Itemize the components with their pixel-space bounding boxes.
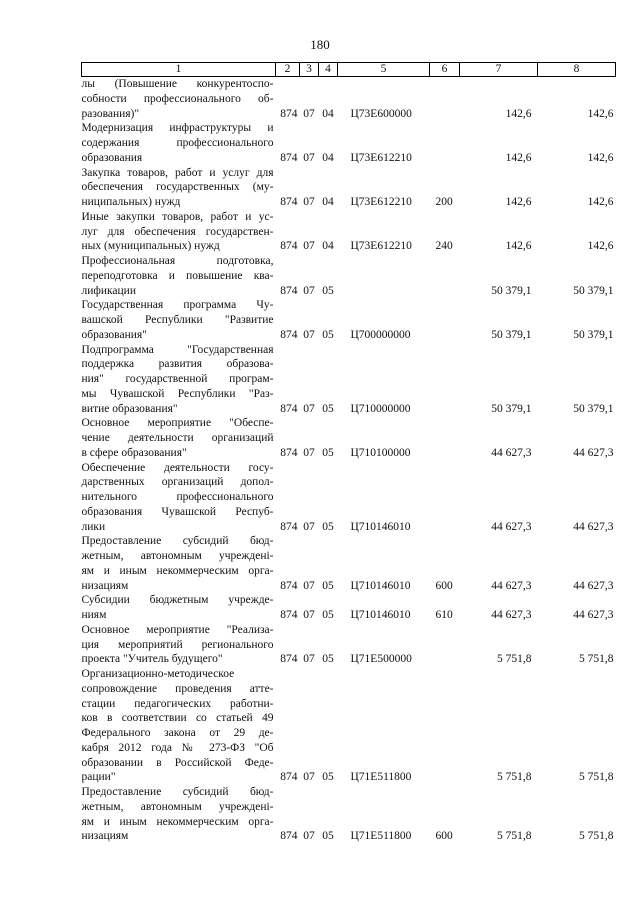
row-name-line: Предоставление субсидий бюд-: [81, 535, 274, 548]
row-subsection: 05: [322, 446, 334, 459]
row-grbs: 874: [280, 196, 298, 208]
row-grbs: 874: [280, 284, 298, 297]
table-row: [82, 416, 616, 460]
row-amount-2: 50 379,1: [573, 402, 614, 415]
row-target-code: Ц73Е612210: [350, 151, 412, 164]
row-amount-2: 44 627,3: [573, 520, 614, 533]
table-row: [82, 534, 616, 593]
row-name-line: Подпрограмма "Государственная: [81, 343, 274, 356]
row-expense-type: [430, 343, 460, 417]
row-expense-type: [430, 77, 460, 122]
row-amount-2: 5 751,8: [579, 830, 614, 843]
row-subsection: 04: [322, 151, 334, 164]
row-subsection: 05: [322, 284, 334, 297]
row-grbs: 874: [280, 771, 298, 784]
row-name: [82, 343, 276, 417]
row-expense-type: 200: [435, 196, 453, 208]
row-amount-1: 44 627,3: [491, 579, 532, 592]
row-amount-1: 5 751,8: [497, 653, 532, 666]
row-name-line: сопровождение проведения атте-: [81, 682, 274, 695]
table-row: [82, 254, 616, 298]
row-target-code: Ц73Е600000: [350, 107, 412, 120]
row-target-code: [338, 254, 430, 298]
row-section: 07: [303, 609, 315, 621]
row-name-line: ных (муниципальных) нужд: [81, 240, 220, 253]
row-name: [82, 785, 276, 844]
row-target-code: Ц710146010: [350, 520, 411, 533]
row-amount-2: 44 627,3: [573, 609, 614, 621]
row-name-line: Субсидии бюджетным учрежде-: [81, 594, 274, 607]
row-section: 07: [303, 446, 315, 459]
row-amount-1: 142,6: [505, 240, 532, 253]
table-row: [82, 667, 616, 785]
header-col-8: 8: [538, 63, 616, 77]
row-subsection: 04: [322, 196, 334, 208]
table-row: [82, 210, 616, 254]
row-name-line: обеспечения государственных (му-: [81, 181, 274, 194]
row-name-line: стации педагогических работни-: [81, 697, 274, 710]
header-col-4: 4: [319, 63, 338, 77]
row-target-code: Ц710100000: [350, 446, 411, 459]
row-name-line: содержания профессионального: [81, 137, 274, 149]
row-name: [82, 461, 276, 535]
row-section: 07: [303, 328, 315, 341]
page-number: 180: [310, 37, 330, 52]
row-name-line: Федерального закона от 29 де-: [81, 727, 274, 739]
row-expense-type: [430, 623, 460, 667]
row-name-line: собности профессионального об-: [81, 92, 274, 105]
row-name-line: чение деятельности организаций: [81, 432, 274, 444]
row-amount-1: 44 627,3: [491, 446, 532, 459]
row-amount-2: 50 379,1: [573, 284, 614, 297]
row-subsection: 05: [322, 609, 334, 621]
row-subsection: 04: [322, 107, 334, 120]
row-section: 07: [303, 402, 315, 415]
row-subsection: 05: [322, 520, 334, 533]
row-name-line: лификации: [81, 284, 136, 297]
row-name: [82, 77, 276, 122]
row-name-line: проекта "Учитель будущего": [81, 653, 223, 666]
row-section: 07: [303, 771, 315, 784]
table-row: [82, 77, 616, 122]
row-name: [82, 667, 276, 785]
row-name: [82, 121, 276, 165]
row-name-line: луг для обеспечения государствен-: [81, 225, 274, 238]
header-col-5: 5: [338, 63, 430, 77]
row-amount-1: 142,6: [505, 151, 532, 164]
header-col-7: 7: [460, 63, 538, 77]
header-row: [82, 63, 616, 77]
row-name-line: образовании в Российской Феде-: [81, 756, 274, 769]
row-section: 07: [303, 151, 315, 164]
row-name-line: образования": [81, 328, 147, 341]
row-name-line: низациям: [81, 830, 129, 843]
row-expense-type: 600: [435, 579, 453, 592]
row-section: 07: [303, 520, 315, 533]
row-target-code: Ц710146010: [350, 579, 411, 592]
row-name: [82, 254, 276, 298]
row-name-line: жетным, автономным учрежденi-: [81, 550, 274, 562]
row-grbs: 874: [280, 520, 298, 533]
row-expense-type: [430, 667, 460, 785]
row-section: 07: [303, 240, 315, 253]
row-subsection: 05: [322, 402, 334, 415]
row-name-line: Основное мероприятие "Реализа-: [81, 623, 274, 636]
row-target-code: Ц700000000: [350, 328, 411, 341]
row-subsection: 05: [322, 328, 334, 341]
row-section: 07: [303, 653, 315, 666]
row-name-line: лики: [81, 520, 106, 533]
header-col-6: 6: [430, 63, 460, 77]
row-expense-type: 610: [435, 609, 453, 621]
row-name: [82, 166, 276, 210]
row-expense-type: [430, 298, 460, 342]
row-target-code: Ц710146010: [350, 609, 411, 621]
row-subsection: 05: [322, 653, 334, 666]
table-body: [82, 77, 616, 845]
row-name-line: Закупка товаров, работ и услуг для: [81, 166, 274, 179]
row-name-line: ям и иным некоммерческим орга-: [81, 564, 274, 577]
row-name: [82, 593, 276, 623]
row-name-line: Обеспечение деятельности госу-: [81, 461, 274, 474]
row-name-line: Организационно-методическое: [81, 668, 235, 680]
table-row: [82, 298, 616, 342]
table-row: [82, 121, 616, 165]
row-amount-2: 44 627,3: [573, 579, 614, 592]
row-name-line: образования Чувашской Респуб-: [81, 505, 274, 518]
row-name-line: жетным, автономным учрежденi-: [81, 800, 274, 813]
row-name-line: лы (Повышение конкурентоспо-: [81, 78, 274, 90]
table-row: [82, 461, 616, 535]
row-grbs: 874: [280, 151, 298, 164]
row-grbs: 874: [280, 107, 298, 120]
row-expense-type: [430, 254, 460, 298]
row-grbs: 874: [280, 830, 298, 843]
row-target-code: Ц73Е612210: [350, 240, 412, 253]
row-name: [82, 534, 276, 593]
row-grbs: 874: [280, 402, 298, 415]
header-col-3: 3: [300, 63, 319, 77]
row-name-line: кабря 2012 года № 273-ФЗ "Об: [81, 741, 274, 754]
row-grbs: 874: [280, 240, 298, 253]
row-amount-2: 5 751,8: [579, 653, 614, 666]
row-grbs: 874: [280, 653, 298, 666]
row-expense-type: 240: [435, 240, 453, 253]
row-section: 07: [303, 830, 315, 843]
row-section: 07: [303, 196, 315, 208]
row-name-line: витие образования": [81, 402, 178, 415]
row-grbs: 874: [280, 609, 298, 621]
row-name-line: вашской Республики "Развитие: [81, 314, 274, 326]
row-name-line: ниям: [81, 609, 107, 621]
row-name-line: Основное мероприятие "Обеспе-: [81, 417, 274, 430]
table-header: [82, 63, 616, 77]
row-amount-2: 142,6: [587, 151, 614, 164]
header-col-2: 2: [276, 63, 300, 77]
row-amount-1: 50 379,1: [491, 284, 532, 297]
row-name-line: ков в соответствии со статьей 49: [81, 712, 274, 725]
row-expense-type: [430, 416, 460, 460]
row-subsection: 05: [322, 830, 334, 843]
row-amount-2: 142,6: [587, 196, 614, 208]
row-section: 07: [303, 284, 315, 297]
row-amount-2: 142,6: [587, 240, 614, 253]
row-name-line: переподготовка и повышение ква-: [81, 269, 274, 282]
row-name-line: дарственных организаций допол-: [81, 476, 274, 489]
row-name: [82, 298, 276, 342]
header-col-1: 1: [82, 63, 276, 77]
row-name-line: ям и иным некоммерческим орга-: [81, 815, 274, 828]
row-amount-1: 142,6: [505, 196, 532, 208]
row-name-line: Предоставление субсидий бюд-: [81, 786, 274, 798]
row-name: [82, 416, 276, 460]
row-target-code: Ц71Е500000: [350, 653, 412, 666]
row-expense-type: [430, 121, 460, 165]
row-grbs: 874: [280, 579, 298, 592]
row-name-line: Иные закупки товаров, работ и ус-: [81, 210, 274, 223]
row-name: [82, 623, 276, 667]
row-amount-2: 142,6: [587, 107, 614, 120]
row-amount-1: 50 379,1: [491, 328, 532, 341]
table-row: [82, 623, 616, 667]
budget-table: [81, 62, 616, 844]
table-row: [82, 166, 616, 210]
row-target-code: Ц71Е511800: [350, 830, 412, 843]
row-amount-2: 44 627,3: [573, 446, 614, 459]
row-amount-1: 44 627,3: [491, 520, 532, 533]
row-name-line: ция мероприятий регионального: [81, 638, 274, 651]
row-grbs: 874: [280, 328, 298, 341]
row-name-line: низациям: [81, 579, 129, 592]
row-target-code: Ц710000000: [350, 402, 411, 415]
row-name-line: Модернизация инфраструктуры и: [81, 122, 274, 135]
row-name-line: Государственная программа Чу-: [81, 299, 274, 312]
row-name-line: в сфере образования": [81, 446, 187, 459]
row-subsection: 05: [322, 579, 334, 592]
row-section: 07: [303, 579, 315, 592]
row-name: [82, 210, 276, 254]
row-amount-2: 5 751,8: [579, 771, 614, 784]
row-name-line: Профессиональная подготовка,: [81, 255, 274, 267]
row-subsection: 04: [322, 240, 334, 253]
row-subsection: 05: [322, 771, 334, 784]
row-name-line: образования: [81, 151, 143, 164]
row-amount-1: 5 751,8: [497, 771, 532, 784]
row-name-line: ниципальных) нужд: [81, 196, 181, 208]
row-amount-1: 5 751,8: [497, 830, 532, 843]
row-amount-2: 50 379,1: [573, 328, 614, 341]
table-row: [82, 785, 616, 844]
row-amount-1: 44 627,3: [491, 609, 532, 621]
row-name-line: ния" государственной програм-: [81, 373, 274, 385]
row-amount-1: 50 379,1: [491, 402, 532, 415]
table-row: [82, 343, 616, 417]
row-expense-type: [430, 461, 460, 535]
row-name-line: разования)": [81, 107, 140, 120]
row-section: 07: [303, 107, 315, 120]
row-grbs: 874: [280, 446, 298, 459]
row-name-line: мы Чувашской Республики "Раз-: [81, 387, 274, 400]
row-name-line: нительного профессионального: [81, 491, 274, 503]
table-row: [82, 593, 616, 623]
row-amount-1: 142,6: [505, 107, 532, 120]
row-name-line: поддержка развития образова-: [81, 358, 274, 371]
row-expense-type: 600: [435, 830, 453, 843]
row-name-line: рации": [81, 771, 116, 784]
row-target-code: Ц73Е612210: [350, 196, 412, 208]
row-target-code: Ц71Е511800: [350, 771, 412, 784]
